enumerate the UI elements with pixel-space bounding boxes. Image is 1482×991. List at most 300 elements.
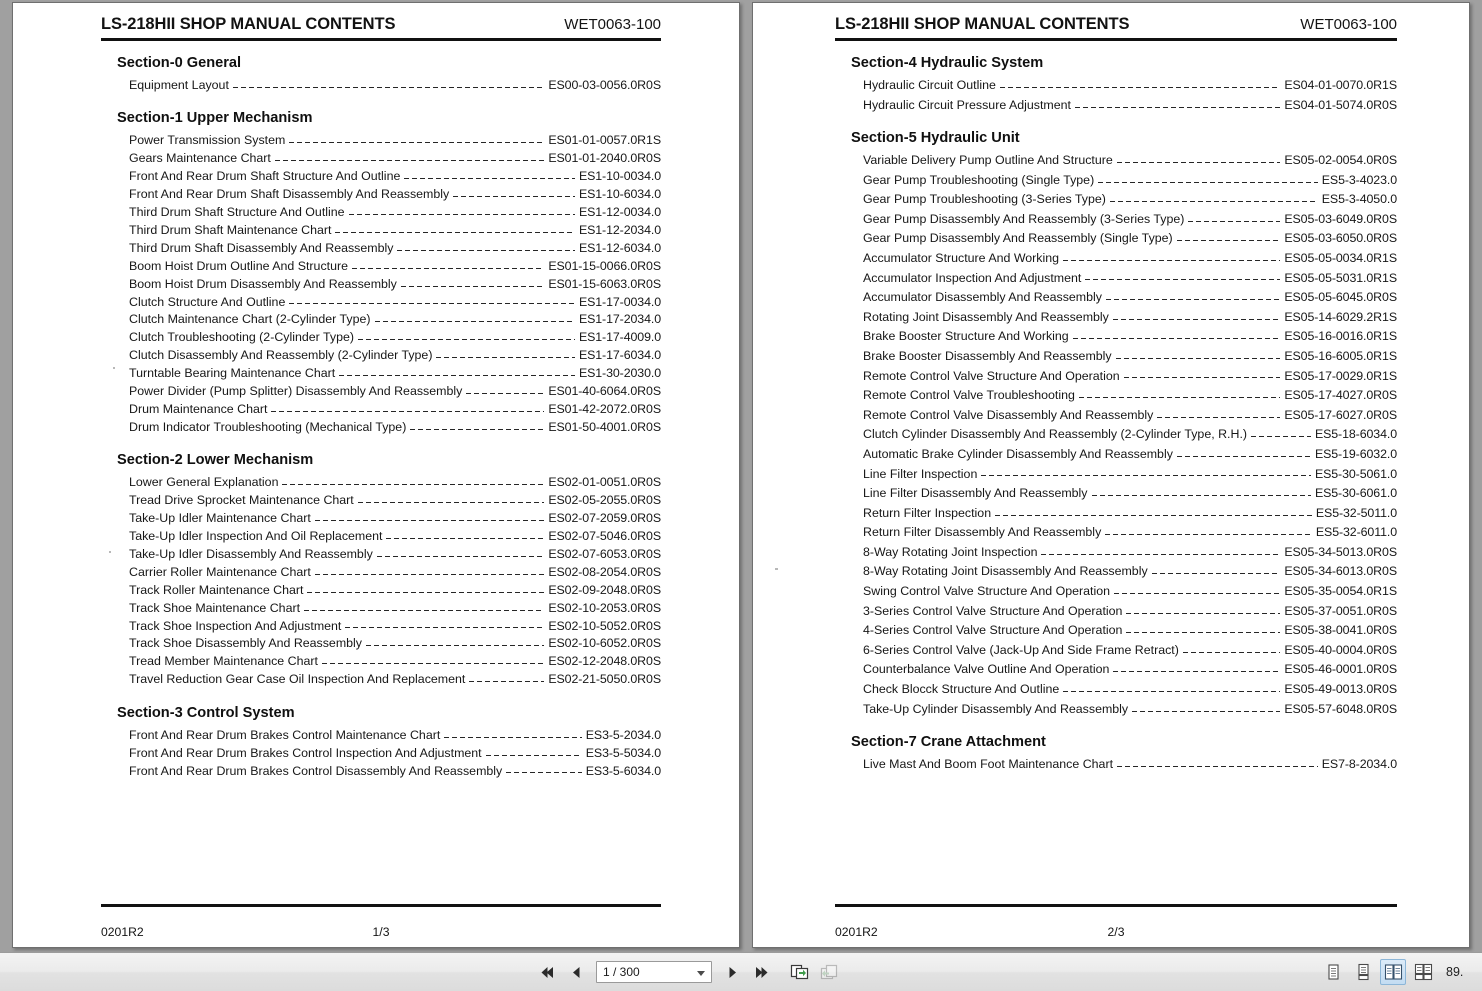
toc-entry-code: ES02-21-5050.0R0S (548, 672, 661, 687)
previous-page-button[interactable] (563, 959, 589, 985)
toc-entry-label: Carrier Roller Maintenance Chart (129, 564, 311, 579)
toc-entry[interactable] (129, 367, 661, 379)
view-continuous-button[interactable] (1350, 959, 1376, 985)
toc-entry[interactable] (129, 349, 661, 361)
toc-entry[interactable] (129, 278, 661, 290)
toc-entry-code: ES01-01-0057.0R1S (548, 133, 661, 148)
toc-leader-dots (1073, 338, 1281, 339)
toc-entry-code: ES02-12-2048.0R0S (548, 654, 661, 669)
two-page-continuous-icon (1414, 963, 1433, 981)
toc-leader-dots (1113, 671, 1280, 672)
toc-entry-code: ES05-38-0041.0R0S (1284, 623, 1397, 638)
page-header (835, 15, 1397, 34)
toc-leader-dots (275, 160, 544, 161)
toc-leader-dots (282, 484, 544, 485)
toc-entry-label: Remote Control Valve Troubleshooting (863, 388, 1075, 403)
toc-entry-label: Live Mast And Boom Foot Maintenance Chart (863, 757, 1114, 772)
toc-entry-label: Equipment Layout (129, 78, 229, 92)
toc-entry-label: Gear Pump Troubleshooting (Single Type) (863, 172, 1095, 187)
toc-entry[interactable] (129, 566, 661, 578)
revision-code: 0201R2 (101, 925, 144, 939)
toc-entry-code: ES1-17-4009.0 (578, 330, 661, 345)
toc-entry-code: ES04-01-5074.0R0S (1284, 97, 1397, 112)
toc-entry-label: 8-Way Rotating Joint Disassembly And Reassembly (863, 564, 1148, 579)
toc-leader-dots (444, 737, 581, 738)
scan-artifact (775, 568, 778, 570)
toc-entry-label: Gears Maintenance Chart (129, 151, 271, 166)
toc-entry-code: ES05-03-6050.0R0S (1284, 231, 1397, 246)
toc-entry-label: Turntable Bearing Maintenance Chart (129, 366, 336, 381)
view-single-page-button[interactable] (1320, 959, 1346, 985)
toc-entry-label: Counterbalance Valve Outline And Operation (863, 662, 1110, 677)
page-number: 1/3 (372, 925, 390, 939)
toc-entry-code: ES04-01-0070.0R1S (1284, 78, 1397, 92)
toc-entry-label: Track Shoe Disassembly And Reassembly (129, 636, 362, 651)
toc-entry-label: Track Shoe Inspection And Adjustment (129, 618, 342, 633)
toc-entry-code: ES02-10-5052.0R0S (548, 618, 661, 633)
toc-leader-dots (349, 214, 575, 215)
toc-entry-code: ES5-32-5011.0 (1315, 505, 1397, 520)
toc-entry-label: Gear Pump Disassembly And Reassembly (3-Series Type) (863, 211, 1185, 226)
toc-leader-dots (339, 375, 575, 376)
toc-section-title: Section-2 Lower Mechanism (117, 452, 314, 469)
toc-leader-dots (1177, 240, 1281, 241)
toc-entry-label: Swing Control Valve Structure And Operation (863, 584, 1111, 599)
toc-entry-label: Variable Delivery Pump Outline And Structure (863, 153, 1113, 167)
toc-entry[interactable] (863, 644, 1397, 656)
toc-entry[interactable] (129, 602, 661, 614)
toc-section (101, 55, 661, 91)
toc-leader-dots (358, 502, 545, 503)
toc-leader-dots (1041, 554, 1280, 555)
toc-entry-code: ES05-37-0051.0R0S (1284, 603, 1397, 618)
toc-entry[interactable] (863, 565, 1397, 577)
toc-entry-code: ES05-05-6045.0R0S (1284, 290, 1397, 305)
toc-entry-code: ES02-08-2054.0R0S (548, 564, 661, 579)
viewer-toolbar (0, 952, 1482, 991)
toc-entry-label: Track Roller Maintenance Chart (129, 582, 304, 597)
toc-entry[interactable] (863, 605, 1397, 617)
toc-entry[interactable] (129, 584, 661, 596)
continuous-page-icon (1355, 963, 1372, 981)
toc-leader-dots (358, 339, 575, 340)
page-navigation-group (534, 959, 842, 985)
toc-entry-code: ES5-3-4050.0 (1321, 192, 1397, 207)
toc-entry-code: ES1-17-2034.0 (578, 312, 661, 327)
toc-entry-code: ES05-49-0013.0R0S (1284, 682, 1397, 697)
toc-entry-code: ES02-10-2053.0R0S (548, 600, 661, 615)
toc-entry[interactable] (863, 526, 1397, 538)
toc-entry[interactable] (863, 311, 1397, 323)
toc-entry-code: ES7-8-2034.0 (1321, 757, 1397, 772)
toc-entry[interactable] (863, 448, 1397, 460)
header-divider (835, 38, 1397, 41)
toc-entry-code: ES05-17-6027.0R0S (1284, 407, 1397, 422)
toc-entry[interactable] (129, 260, 661, 272)
toc-leader-dots (304, 610, 544, 611)
toc-entry-code: ES00-03-0056.0R0S (548, 78, 661, 92)
toc-leader-dots (404, 178, 575, 179)
toc-entry[interactable] (129, 206, 661, 218)
next-page-button[interactable] (719, 959, 745, 985)
toc-leader-dots (315, 574, 545, 575)
toc-leader-dots (315, 520, 545, 521)
toc-entry-label: Accumulator Inspection And Adjustment (863, 270, 1082, 285)
toc-entry-label: Clutch Maintenance Chart (2-Cylinder Type) (129, 312, 371, 327)
toc-leader-dots (1132, 711, 1280, 712)
toc-entry-code: ES05-16-0016.0R1S (1284, 329, 1397, 344)
toc-entry[interactable] (129, 79, 661, 91)
header-divider (101, 38, 661, 41)
toc-entry-label: Hydraulic Circuit Outline (863, 78, 996, 92)
toc-leader-dots (410, 429, 544, 430)
toc-leader-dots (1126, 632, 1280, 633)
toc-entry-label: Accumulator Disassembly And Reassembly (863, 290, 1102, 305)
view-two-page-button[interactable] (1380, 959, 1406, 985)
toc-entry[interactable] (129, 296, 661, 308)
toc-entry-code: ES1-30-2030.0 (578, 366, 661, 381)
toc-leader-dots (1152, 573, 1281, 574)
toc-entry[interactable] (863, 272, 1397, 284)
toc-leader-dots (469, 681, 544, 682)
toc-entry-label: Boom Hoist Drum Disassembly And Reassembly (129, 276, 397, 291)
toc-leader-dots (1157, 417, 1280, 418)
toc-entry[interactable] (129, 655, 661, 667)
toc-section-title: Section-3 Control System (117, 704, 295, 721)
toc-entry[interactable] (129, 224, 661, 236)
toc-entry-code: ES3-5-6034.0 (585, 763, 661, 778)
toc-section (835, 734, 1397, 770)
insert-pages-button[interactable] (816, 959, 842, 985)
toc-leader-dots (1114, 593, 1280, 594)
toc-entry-code: ES05-34-6013.0R0S (1284, 564, 1397, 579)
zoom-level-label[interactable]: 89. (1446, 965, 1464, 979)
toc-entry-code: ES1-10-6034.0 (578, 187, 661, 202)
page-title: LS-218HII SHOP MANUAL CONTENTS (101, 15, 396, 33)
toc-entry-code: ES5-19-6032.0 (1314, 446, 1397, 461)
toc-entry-code: ES02-07-6053.0R0S (548, 546, 661, 561)
toc-entry-label: Gear Pump Troubleshooting (3-Series Type) (863, 192, 1106, 207)
toc-entry-label: Clutch Troubleshooting (2-Cylinder Type) (129, 330, 354, 345)
page-number-field[interactable] (596, 961, 712, 983)
toc-leader-dots (1079, 397, 1280, 398)
toc-entry-label: Rotating Joint Disassembly And Reassembly (863, 309, 1109, 324)
toc-entry-code: ES05-02-0054.0R0S (1284, 153, 1397, 167)
page-number: 2/3 (1107, 925, 1125, 939)
toc-entry-code: ES01-01-2040.0R0S (548, 151, 661, 166)
toc-entry-code: ES05-40-0004.0R0S (1284, 642, 1397, 657)
toc-entry-label: Lower General Explanation (129, 475, 279, 490)
toc-leader-dots (1110, 201, 1318, 202)
toc-section (835, 55, 1397, 111)
toc-leader-dots (401, 286, 544, 287)
toc-leader-dots (1251, 436, 1311, 437)
toc-entry-code: ES05-34-5013.0R0S (1284, 544, 1397, 559)
toc-entry-code: ES02-07-5046.0R0S (548, 529, 661, 544)
toc-entry[interactable] (863, 389, 1397, 401)
toc-entry[interactable] (129, 134, 661, 146)
toc-entry-label: Drum Maintenance Chart (129, 402, 268, 416)
document-page-1[interactable] (12, 2, 740, 948)
toc-section-title: Section-4 Hydraulic System (851, 55, 1044, 71)
document-code: WET0063-100 (564, 16, 661, 33)
toc-entry-code: ES02-01-0051.0R0S (548, 475, 661, 490)
toc-leader-dots (453, 196, 575, 197)
toc-leader-dots (289, 303, 575, 304)
toc-leader-dots (466, 393, 544, 394)
toc-section-title: Section-0 General (117, 55, 242, 71)
two-page-icon (1384, 963, 1403, 981)
first-page-icon (539, 965, 556, 980)
toc-entry-label: Return Filter Disassembly And Reassembly (863, 525, 1102, 540)
toc-entry-label: Power Transmission System (129, 133, 286, 148)
toc-entry-code: ES05-14-6029.2R1S (1284, 309, 1397, 324)
toc-entry-label: 8-Way Rotating Joint Inspection (863, 544, 1038, 559)
last-page-button[interactable] (748, 959, 774, 985)
extract-pages-icon (790, 963, 810, 981)
toc-entry[interactable] (129, 512, 661, 524)
toc-entry-code: ES05-57-6048.0R0S (1284, 701, 1397, 716)
toc-entry[interactable] (129, 421, 661, 433)
toc-entry[interactable] (129, 313, 661, 325)
toc-leader-dots (375, 321, 575, 322)
toc-leader-dots (1105, 534, 1312, 535)
toc-entry-code: ES3-5-5034.0 (585, 745, 661, 760)
toc-entry[interactable] (863, 703, 1397, 715)
toc-entry-label: Front And Rear Drum Brakes Control Maintenance Chart (129, 727, 441, 742)
toc-leader-dots (322, 663, 544, 664)
footer-divider (835, 904, 1397, 907)
toc-entry[interactable] (863, 409, 1397, 421)
toc-entry-label: Tread Drive Sprocket Maintenance Chart (129, 493, 354, 508)
toc-leader-dots (1098, 182, 1318, 183)
toc-entry-label: Track Shoe Maintenance Chart (129, 600, 301, 615)
insert-pages-icon (819, 963, 839, 981)
toc-entry[interactable] (129, 494, 661, 506)
toc-leader-dots (1106, 299, 1280, 300)
toc-entry-code: ES05-17-4027.0R0S (1284, 388, 1397, 403)
toc-entry[interactable] (863, 213, 1397, 225)
toc-section (101, 452, 661, 685)
toc-entry-code: ES5-30-6061.0 (1314, 486, 1397, 501)
toc-entry[interactable] (863, 624, 1397, 636)
toc-entry-label: Drum Indicator Troubleshooting (Mechanical Type) (129, 419, 407, 434)
toc-section (101, 705, 661, 777)
toc-entry[interactable] (863, 758, 1397, 770)
toc-entry-code: ES1-17-0034.0 (578, 294, 661, 309)
toc-entry-code: ES01-50-4001.0R0S (548, 419, 661, 434)
toc-entry[interactable] (863, 350, 1397, 362)
toc-entry[interactable] (863, 79, 1397, 91)
toc-entry-label: Take-Up Idler Inspection And Oil Replacement (129, 529, 383, 544)
toc-leader-dots (1183, 652, 1280, 653)
toc-entry-label: Remote Control Valve Disassembly And Reassembly (863, 407, 1154, 422)
toc-entry[interactable] (129, 170, 661, 182)
toc-entry-label: Return Filter Inspection (863, 505, 992, 520)
toc-entry-label: Line Filter Inspection (863, 466, 978, 481)
toc-entry-code: ES3-5-2034.0 (585, 727, 661, 742)
toc-leader-dots (1177, 456, 1311, 457)
toc-leader-dots (1126, 613, 1280, 614)
toc-entry-label: Power Divider (Pump Splitter) Disassembly And Reassembly (129, 384, 463, 399)
toc-entry[interactable] (129, 188, 661, 200)
toc-leader-dots (307, 592, 544, 593)
toc-leader-dots (1113, 319, 1280, 320)
toc-entry-label: Front And Rear Drum Shaft Disassembly And Reassembly (129, 187, 450, 202)
toc-entry-code: ES01-42-2072.0R0S (548, 402, 661, 416)
toc-entry[interactable] (863, 487, 1397, 499)
toc-entry-label: Third Drum Shaft Structure And Outline (129, 205, 345, 220)
toc-entry[interactable] (863, 585, 1397, 597)
toc-entry-code: ES05-05-0034.0R1S (1284, 250, 1397, 265)
toc-leader-dots (271, 411, 544, 412)
toc-leader-dots (1075, 107, 1280, 108)
document-page-2[interactable] (752, 2, 1470, 948)
toc-entry[interactable] (863, 546, 1397, 558)
toc-leader-dots (233, 87, 544, 88)
toc-leader-dots (1124, 377, 1281, 378)
toc-entry[interactable] (129, 548, 661, 560)
toc-leader-dots (1063, 260, 1280, 261)
toc-entry[interactable] (129, 403, 661, 415)
toc-entry-label: Front And Rear Drum Brakes Control Inspection And Adjustment (129, 745, 482, 760)
extract-pages-button[interactable] (787, 959, 813, 985)
toc-leader-dots (995, 515, 1312, 516)
toc-entry-code: ES05-46-0001.0R0S (1284, 662, 1397, 677)
toc-entry[interactable] (863, 252, 1397, 264)
toc-entry-code: ES02-10-6052.0R0S (548, 636, 661, 651)
toc-entry[interactable] (863, 507, 1397, 519)
toc-leader-dots (436, 357, 574, 358)
toc-entry-code: ES02-09-2048.0R0S (548, 582, 661, 597)
toc-entry[interactable] (863, 370, 1397, 382)
toc-section-title: Section-5 Hydraulic Unit (851, 130, 1020, 146)
page-footer (101, 925, 661, 939)
toc-entry-label: Front And Rear Drum Shaft Structure And Outline (129, 169, 401, 184)
toc-entry[interactable] (863, 683, 1397, 695)
toc-leader-dots (352, 268, 544, 269)
page-title: LS-218HII SHOP MANUAL CONTENTS (835, 15, 1130, 33)
toc-leader-dots (981, 475, 1311, 476)
toc-leader-dots (345, 627, 544, 628)
toc-entry-label: Brake Booster Structure And Working (863, 329, 1069, 344)
toc-entry[interactable] (863, 428, 1397, 440)
revision-code: 0201R2 (835, 925, 878, 939)
toc-leader-dots (335, 232, 574, 233)
toc-section (101, 110, 661, 433)
toc-leader-dots (386, 538, 544, 539)
toc-leader-dots (1063, 691, 1280, 692)
toc-entry-label: 6-Series Control Valve (Jack-Up And Side Frame Retract) (863, 642, 1179, 657)
footer-divider (101, 904, 661, 907)
toc-leader-dots (377, 556, 545, 557)
toc-entry-label: Take-Up Idler Disassembly And Reassembly (129, 546, 373, 561)
toc-entry-label: Brake Booster Disassembly And Reassembly (863, 348, 1112, 363)
toc-entry-label: Boom Hoist Drum Outline And Structure (129, 258, 348, 273)
toc-entry-code: ES5-30-5061.0 (1314, 466, 1397, 481)
document-code: WET0063-100 (1300, 16, 1397, 33)
toc-entry-label: Take-Up Idler Maintenance Chart (129, 511, 311, 526)
toc-entry[interactable] (129, 476, 661, 488)
toc-entry[interactable] (863, 193, 1397, 205)
toc-entry[interactable] (129, 729, 661, 741)
toc-entry-code: ES05-03-6049.0R0S (1284, 211, 1397, 226)
toc-entry[interactable] (129, 765, 661, 777)
toc-entry[interactable] (863, 232, 1397, 244)
toc-entry[interactable] (863, 99, 1397, 111)
toc-leader-dots (506, 772, 581, 773)
toc-entry[interactable] (129, 385, 661, 397)
toc-entry[interactable] (129, 152, 661, 164)
toc-section (835, 130, 1397, 715)
toc-entry[interactable] (129, 673, 661, 685)
toc-entry-label: Line Filter Disassembly And Reassembly (863, 486, 1088, 501)
toc-leader-dots (366, 645, 544, 646)
toc-entry[interactable] (863, 291, 1397, 303)
toc-entry-label: Hydraulic Circuit Pressure Adjustment (863, 97, 1071, 112)
toc-entry[interactable] (129, 242, 661, 254)
toc-entry[interactable] (129, 620, 661, 632)
toc-entry-code: ES1-12-6034.0 (578, 240, 661, 255)
toc-entry[interactable] (863, 330, 1397, 342)
toc-entry-code: ES1-10-0034.0 (578, 169, 661, 184)
toc-section-title: Section-7 Crane Attachment (851, 734, 1046, 751)
toc-entry[interactable] (129, 747, 661, 759)
toc-entry-code: ES1-17-6034.0 (578, 348, 661, 363)
toc-entry-code: ES5-18-6034.0 (1314, 427, 1397, 442)
toc-entry-label: Front And Rear Drum Brakes Control Disassembly And Reassembly (129, 763, 503, 778)
toc-entry-label: Check Blocck Structure And Outline (863, 682, 1060, 697)
toc-leader-dots (1092, 495, 1311, 496)
toc-entry[interactable] (129, 637, 661, 649)
chevron-left-icon (570, 965, 583, 980)
page-header (101, 15, 661, 34)
toc-entry-code: ES02-05-2055.0R0S (548, 493, 661, 508)
toc-entry-label: Take-Up Cylinder Disassembly And Reassembly (863, 701, 1129, 716)
view-mode-group (1320, 959, 1482, 985)
table-of-contents-left (101, 55, 661, 777)
first-page-button[interactable] (534, 959, 560, 985)
toc-entry-label: Clutch Structure And Outline (129, 294, 286, 309)
toc-entry-label: Clutch Cylinder Disassembly And Reassembly (2-Cylinder Type, R.H.) (863, 427, 1248, 442)
toc-leader-dots (486, 755, 582, 756)
view-two-page-continuous-button[interactable] (1410, 959, 1436, 985)
toc-entry[interactable] (129, 331, 661, 343)
toc-entry-label: Remote Control Valve Structure And Operation (863, 368, 1120, 383)
toc-entry-label: Gear Pump Disassembly And Reassembly (Single Type) (863, 231, 1173, 246)
toc-entry-code: ES05-16-6005.0R1S (1284, 348, 1397, 363)
toc-entry-code: ES5-32-6011.0 (1315, 525, 1397, 540)
single-page-icon (1325, 963, 1342, 981)
toc-entry[interactable] (863, 663, 1397, 675)
toc-leader-dots (1117, 766, 1318, 767)
toc-entry[interactable] (863, 174, 1397, 186)
toc-entry-label: Accumulator Structure And Working (863, 250, 1060, 265)
page-number-input[interactable] (597, 964, 689, 980)
toc-entry[interactable] (129, 530, 661, 542)
toc-entry-code: ES02-07-2059.0R0S (548, 511, 661, 526)
toc-entry[interactable] (863, 468, 1397, 480)
toc-entry-label: 4-Series Control Valve Structure And Operation (863, 623, 1123, 638)
toc-entry-label: Clutch Disassembly And Reassembly (2-Cylinder Type) (129, 348, 433, 363)
table-of-contents-right (835, 55, 1397, 770)
chevron-down-icon[interactable] (697, 971, 705, 976)
toc-entry[interactable] (863, 154, 1397, 166)
chevron-right-icon (726, 965, 739, 980)
toc-entry-label: Tread Member Maintenance Chart (129, 654, 318, 669)
toc-section-title: Section-1 Upper Mechanism (117, 110, 313, 127)
page-footer (835, 925, 1397, 939)
